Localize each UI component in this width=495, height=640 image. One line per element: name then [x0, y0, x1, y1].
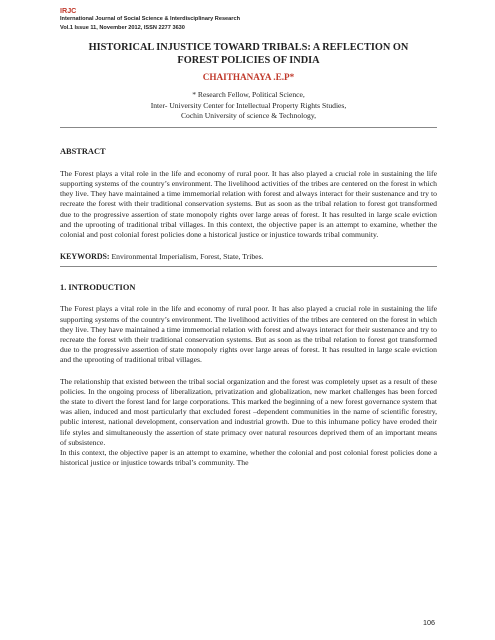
abstract-heading: ABSTRACT: [60, 146, 106, 156]
journal-volume: Vol.1 Issue 11, November 2012, ISSN 2277 3630: [60, 25, 185, 31]
header-divider: [60, 127, 437, 128]
article-title-line-2: FOREST POLICIES OF INDIA: [177, 54, 320, 66]
introduction-heading: 1. INTRODUCTION: [60, 283, 136, 293]
affiliation-line-2: Inter- University Center for Intellectual Property Rights Studies,: [150, 100, 347, 110]
affiliation-line-1: * Research Fellow, Political Science,: [192, 90, 305, 99]
keywords-label: KEYWORDS:: [60, 252, 110, 262]
keywords-line: [60, 252, 437, 262]
introduction-paragraph-3: In this context, the objective paper is an attempt to examine, whether the colonial and post colonial forest policies done a historical justice or injustice towards tribal’s community. The: [60, 448, 437, 468]
journal-abbreviation: IRJC: [60, 6, 77, 15]
author-affiliation: [60, 90, 437, 122]
introduction-paragraph-2: The relationship that existed between the tribal social organization and the forest was completely upset as a result of these policies. In the ongoing process of liberalization, privatization and globalization, new market challenges has been forced the state to divert the forest land for large corporations. This marked the beginning of a new forest governance system that was alien, induced and most particularly that excluded forest –dependent communities in the name of scientific forestry, public interest, national development, conservation and industrial growth. Due to this inhumane policy have eroded their life styles and simultaneously the assertion of state primacy over natural resources deprived them of an important means of subsistence.: [60, 376, 437, 447]
article-title-line-1: HISTORICAL INJUSTICE TOWARD TRIBALS: A REFLECTION ON: [88, 42, 409, 53]
keywords-divider: [60, 266, 437, 267]
keywords-text: Environmental Imperialism, Forest, State, Tribes.: [109, 252, 264, 262]
abstract-text: The Forest plays a vital role in the life and economy of rural poor. It has also played a crucial role in sustaining the life supporting systems of the country’s environment. The livelihood activities of the tribes are centered on the forest in which they live. They have maintained a time immemorial relation with forest and always interact for their sustenance and try to recreate the forest with their traditional conservation systems. But as soon as the tribal relation to forest got transformed due to the progressive assertion of state monopoly rights over large areas of forest. It has resulted in large scale eviction and the uprooting of traditional tribal villages. In this context, the objective paper is an attempt to examine, whether the colonial and post colonial forest policies done a historical justice or injustice towards tribal community.: [60, 168, 437, 239]
page-number: 106: [423, 618, 435, 627]
journal-name: International Journal of Social Science & Interdisciplinary Research: [60, 16, 240, 22]
affiliation-line-3: Cochin University of science & Technology,: [180, 111, 317, 121]
author-name: CHAITHANAYA .E.P*: [202, 72, 295, 82]
introduction-paragraph-1: The Forest plays a vital role in the life and economy of rural poor. It has also played a crucial role in sustaining the life supporting systems of the country’s environment. The livelihood activities of the tribes are centered on the forest in which they live. They have maintained a time immemorial relation with forest and always interact for their sustenance and try to recreate the forest with their traditional conservation systems. But as soon as the tribal relation to forest got transformed due to the progressive assertion of state monopoly rights over large areas of forest. It has resulted in large scale eviction and the uprooting of traditional tribal villages.: [60, 304, 437, 365]
article-title: [60, 42, 437, 67]
